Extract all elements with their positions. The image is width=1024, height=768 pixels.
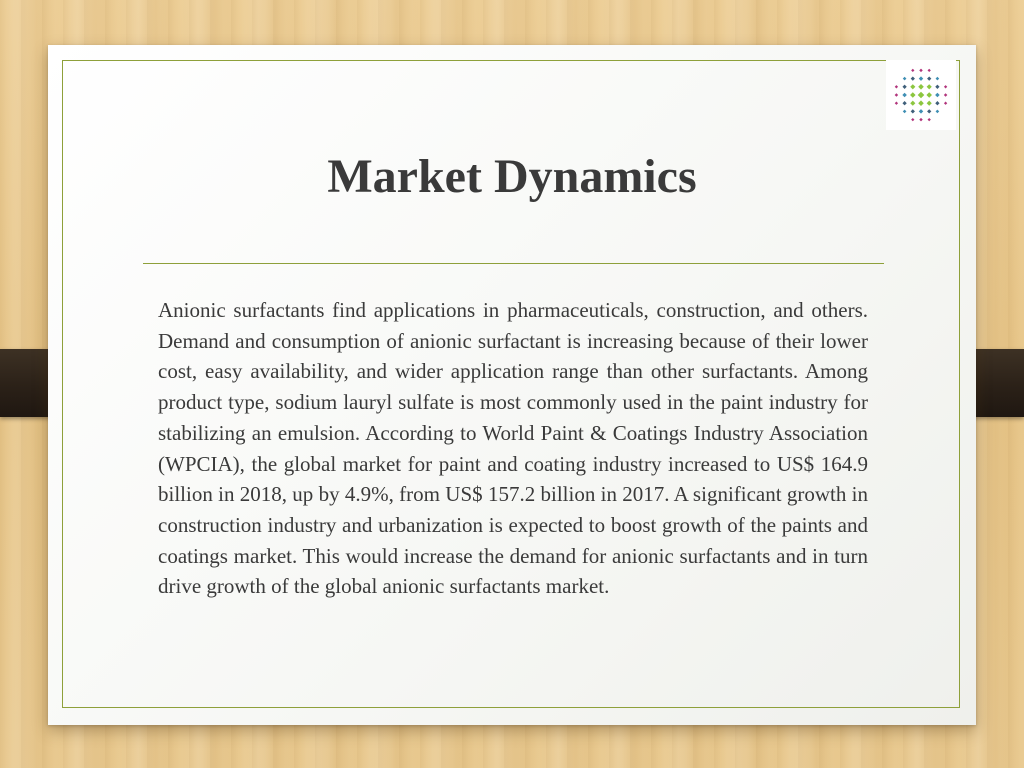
title-divider (143, 263, 884, 264)
logo-dot (910, 101, 915, 106)
logo-dot (903, 110, 907, 114)
logo-dot (936, 110, 940, 114)
logo-dot (918, 92, 925, 99)
slide-paper (48, 45, 976, 725)
logo-dot (902, 101, 906, 105)
slide-body-text: Anionic surfactants find applications in pharmaceuticals, construction, and others. Demand and consumption of anionic surfactant is increasing because of their lower cost, easy availability, and wider application range than other surfactants. Among product type, sodium lauryl sulfate is most commonly used in the paint industry for stabilizing an emulsion. According to World Paint & Coatings Industry Association (WPCIA), the global market for paint and coating industry increased to US$ 164.9 billion in 2018, up by 4.9%, from US$ 157.2 billion in 2017. A significant growth in construction industry and urbanization is expected to boost growth of the paints and coatings market. This would increase the demand for anionic surfactants and in turn drive growth of the global anionic surfactants market. (158, 298, 868, 599)
logo-dot (903, 77, 907, 81)
company-logo (886, 60, 956, 130)
logo-dot (895, 102, 898, 105)
logo-dot (919, 109, 924, 114)
logo-dot (935, 93, 940, 98)
logo-dot (919, 76, 924, 81)
logo-dot (910, 84, 915, 89)
logo-dot (927, 109, 931, 113)
dotted-sphere-logo-icon (886, 60, 956, 130)
logo-dot (919, 118, 922, 121)
logo-dot (935, 101, 939, 105)
logo-dot (928, 69, 931, 72)
logo-dot (936, 77, 940, 81)
logo-dot (895, 93, 898, 96)
logo-dot (918, 100, 924, 106)
logo-dot (935, 85, 939, 89)
logo-dot (911, 118, 914, 121)
logo-dot (910, 92, 916, 98)
logo-dot (944, 93, 947, 96)
logo-dot (927, 84, 932, 89)
logo-dot (927, 101, 932, 106)
logo-dot (944, 85, 947, 88)
logo-dot (927, 76, 931, 80)
slide-title: Market Dynamics (327, 150, 697, 203)
logo-dot (919, 69, 922, 72)
logo-dot (918, 84, 924, 90)
logo-dot (895, 85, 898, 88)
logo-dot (902, 93, 907, 98)
logo-dot (902, 85, 906, 89)
logo-dot (911, 69, 914, 72)
logo-dot (928, 118, 931, 121)
logo-dot (944, 102, 947, 105)
logo-dot (911, 76, 915, 80)
logo-dot (926, 92, 932, 98)
logo-dot (911, 109, 915, 113)
